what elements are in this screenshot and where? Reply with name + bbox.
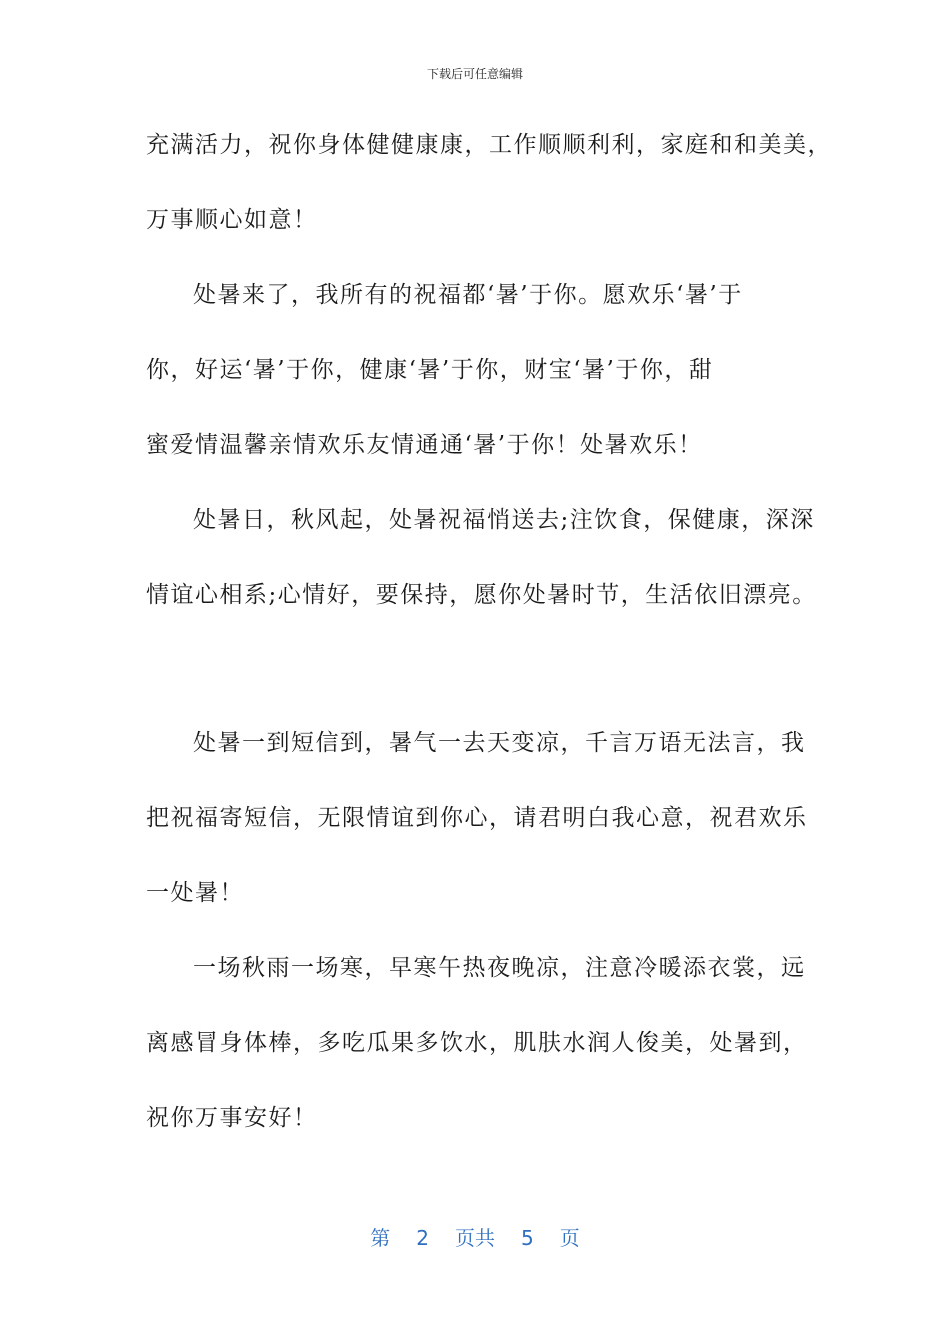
footer-middle: 页共 [455,1226,495,1250]
paragraph-line: 离感冒身体棒，多吃瓜果多饮水，肌肤水润人俊美，处暑到， [146,1030,808,1056]
paragraph-line: 万事顺心如意！ [146,207,318,233]
paragraph-line: 处暑一到短信到，暑气一去天变凉，千言万语无法言，我 [193,730,806,756]
footer-current-page: 2 [416,1226,429,1250]
paragraph-line: 处暑来了，我所有的祝福都‘暑’于你。愿欢乐‘暑’于 [193,282,743,308]
paragraph-line: 处暑日，秋风起，处暑祝福悄送去;注饮食，保健康，深深 [193,507,815,533]
paragraph-line: 情谊心相系;心情好，要保持，愿你处暑时节，生活依旧漂亮。 [146,582,817,608]
paragraph-line: 一处暑！ [146,880,244,906]
paragraph-line: 把祝福寄短信，无限情谊到你心，请君明白我心意，祝君欢乐 [146,805,808,831]
paragraph-line: 祝你万事安好！ [146,1105,318,1131]
paragraph-line: 你，好运‘暑’于你，健康‘暑’于你，财宝‘暑’于你，甜 [146,357,714,383]
paragraph-line: 一场秋雨一场寒，早寒午热夜晚凉，注意冷暖添衣裳，远 [193,955,806,981]
page-number-footer [0,1225,950,1251]
paragraph-line: 蜜爱情温馨亲情欢乐友情通通‘暑’于你！处暑欢乐！ [146,432,703,458]
footer-suffix: 页 [559,1226,580,1250]
footer-prefix: 第 [370,1226,391,1250]
footer-total-pages: 5 [521,1226,534,1250]
paragraph-line: 充满活力，祝你身体健健康康，工作顺顺利利，家庭和和美美， [146,132,832,158]
page-header: 下载后可任意编辑 [426,67,523,81]
